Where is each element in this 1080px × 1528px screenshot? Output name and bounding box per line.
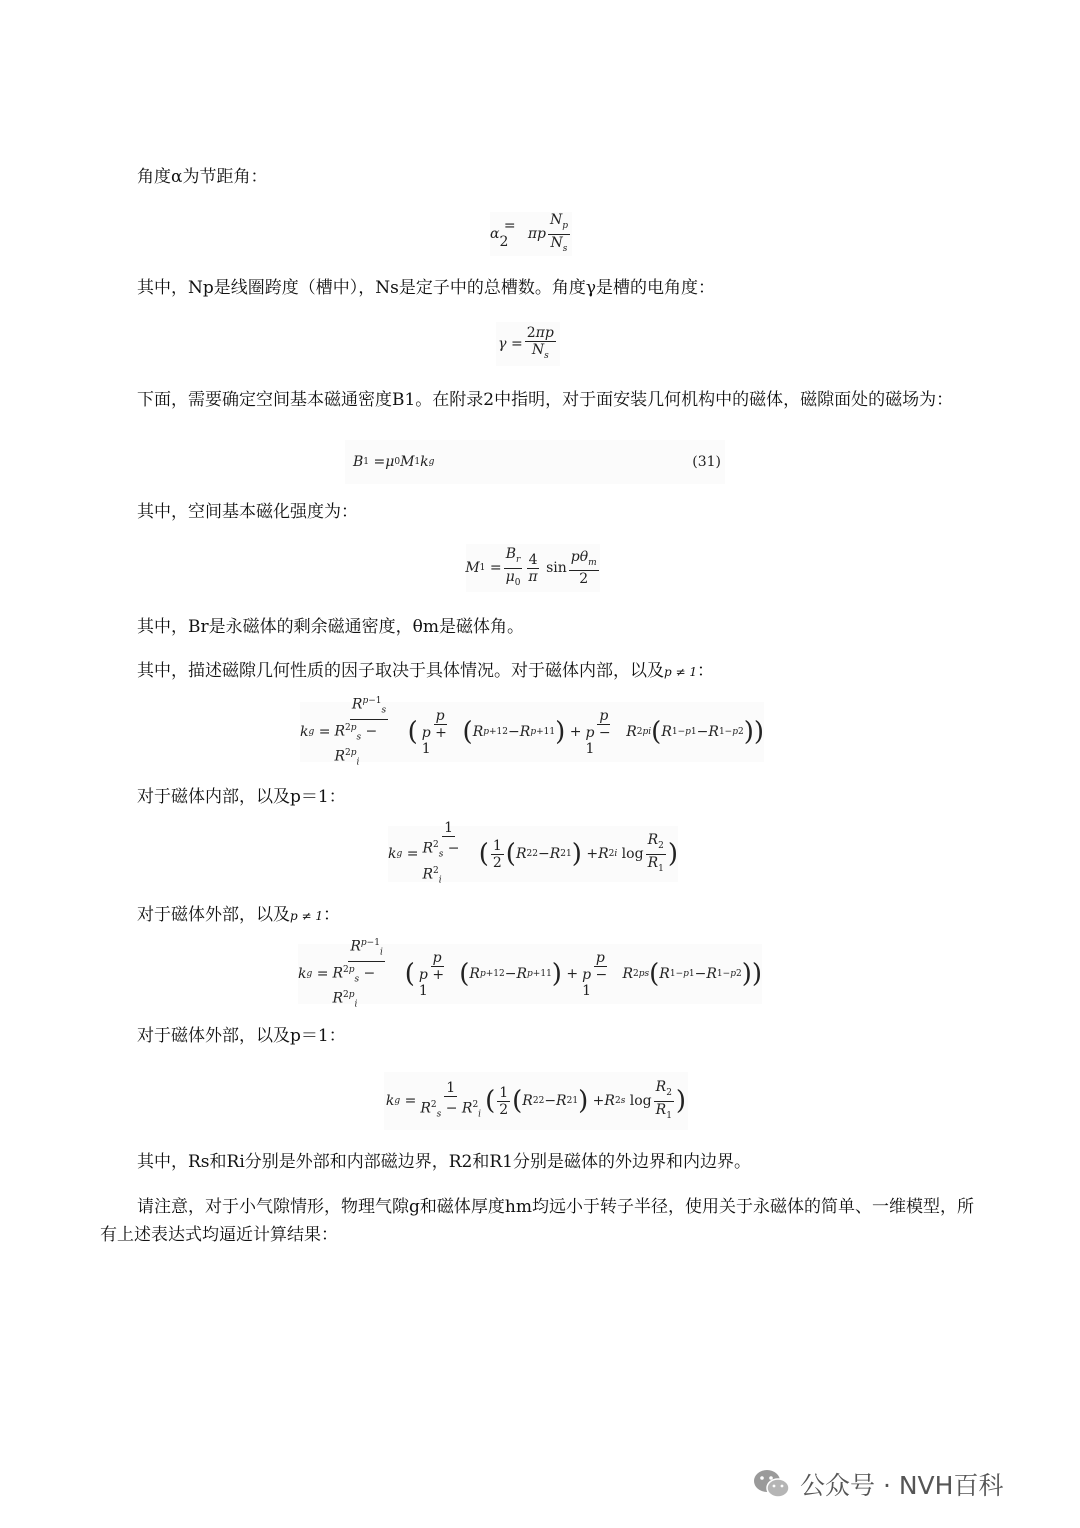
equation-kg-inner-p-ne-1: k g = $\frac{R^{p-1}_s}{R^{2p}_s - R^{2p}_i}$ ( $\frac{p}{p + 1}$ ( R p+1 2 − R p+1 1 ) + $\frac{p}{p - 1}$ R 2p i ( R 1−p 1 − R 1−p 2 )) [300,702,764,762]
paragraph-inner-p1: 对于磁体内部，以及p＝1： [137,787,346,807]
equation-kg-outer-p-eq-1: k g = $\frac{1}{R^2_s - R^2_i}$ ( $\frac{1}{2}$ ( R 2 2 − R 2 1 ) + R 2 s log $\frac{R_2}{R_1}$ ) [384,1072,688,1130]
paragraph-outer-p-ne-1 [137,901,987,930]
equation-gamma: γ = $\frac{2\pi p}{N_s}$ [496,322,560,366]
equation-b1: B 1 = μ 0 M 1 k g (31) [345,440,725,484]
paragraph-boundaries: 其中，Rs和Ri分别是外部和内部磁边界，R2和R1分别是磁体的外边界和内边界。 [137,1152,751,1172]
footer-watermark [752,1464,1003,1504]
footer-label: 公众号 · NVH百科 [800,1471,1004,1500]
paragraph-br-theta: 其中，Br是永磁体的剩余磁通密度，θm是磁体角。 [137,617,524,637]
paragraph-kg-intro [137,657,987,686]
paragraph-pitch-angle: 角度α为节距角： [137,167,268,187]
paragraph-outer-text: 对于磁体外部，以及 [137,905,290,925]
paragraph-b1: 下面，需要确定空间基本磁通密度B1。在附录2中指明，对于面安装几何机构中的磁体，磁隙面处的磁场为： [137,390,954,410]
condition-p-not-1: p ≠ 1 [664,665,697,679]
equation-kg-inner-p-eq-1: k g = $\frac{1}{R^2_s - R^2_i}$ ( $\frac{1}{2}$ ( R 2 2 − R 2 1 ) + R 2 i log $\frac{R_2}{R_1}$ ) [388,820,678,885]
colon: ： [697,661,714,681]
equation-m1: M 1 = $\frac{B_r}{\mu_0}$ $\frac{4}{\pi}$ sin $\frac{p\theta_m}{2}$ [466,544,600,592]
equation-alpha: α = 2 πp $\frac{N_p}{N_s}$ [490,212,572,256]
paragraph-kg-intro-text: 其中，描述磁隙几何性质的因子取决于具体情况。对于磁体内部，以及 [137,661,664,681]
equation-kg-outer-p-ne-1: k g = $\frac{R^{p-1}_i}{R^{2p}_s - R^{2p}_i}$ ( $\frac{p}{p + 1}$ ( R p+1 2 − R p+1 1 ) + $\frac{p}{p - 1}$ R 2p s ( R 1−p 1 − R 1−p 2 )) [298,944,762,1004]
paragraph-np-ns: 其中，Np是线圈跨度（槽中），Ns是定子中的总槽数。角度γ是槽的电角度： [137,278,716,298]
paragraph-outer-p1: 对于磁体外部，以及p＝1： [137,1026,346,1046]
paragraph-magnetization: 其中，空间基本磁化强度为： [137,502,358,522]
wechat-icon [752,1467,792,1501]
colon: ： [323,905,340,925]
equation-number: (31) [692,454,721,470]
paragraph-note: 请注意，对于小气隙情形，物理气隙g和磁体厚度hm均远小于转子半径，使用关于永磁体的简单、一维模型，所有上述表达式均逼近计算结果： [100,1197,974,1245]
condition-p-not-1: p ≠ 1 [290,909,323,923]
